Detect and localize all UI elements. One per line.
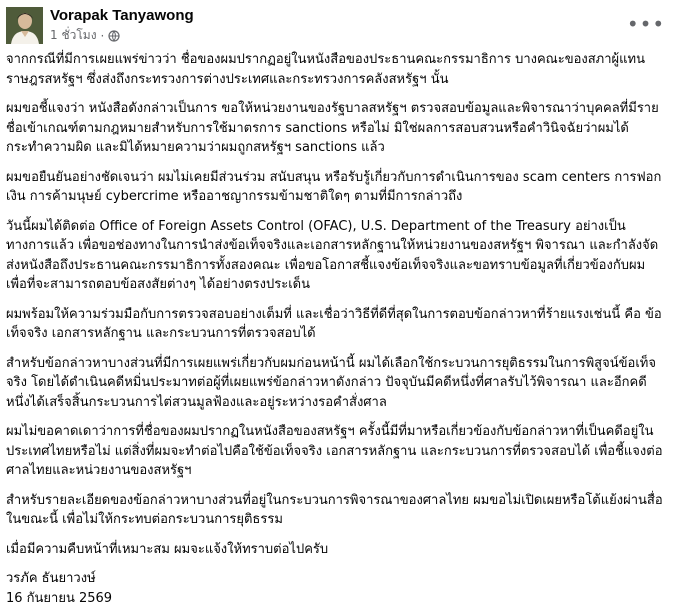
post-paragraph: สำหรับรายละเอียดของข้อกล่าวหาบางส่วนที่อยู่ในกระบวนการพิจารณาของศาลไทย ผมขอไม่เปิดเผยหรือโต้แย้งผ่านสื่อในขณะนี้ เพื่อไม่ให้กระทบต่อกระบวนการยุติธรรม — [6, 491, 666, 530]
post-paragraph: ผมขอชี้แจงว่า หนังสือดังกล่าวเป็นการ ขอให้หน่วยงานของรัฐบาลสหรัฐฯ ตรวจสอบข้อมูลและพิจารณาว่าบุคคลที่มีรายชื่อเข้าเกณฑ์ตามกฎหมายสำหรับการใช้มาตรการ sanctions หรือไม่ มิใช่ผลการสอบสวนหรือคำวินิจฉัยว่าผมได้กระทำความผิด และมิได้หมายความว่าผมถูกสหรัฐฯ sanctions แล้ว — [6, 99, 666, 158]
post-time[interactable]: 1 ชั่วโมง — [50, 26, 97, 45]
avatar-image — [6, 7, 43, 44]
post-body — [6, 50, 666, 608]
author-name[interactable]: Vorapak Tanyawong — [50, 7, 194, 24]
post-paragraph: สำหรับข้อกล่าวหาบางส่วนที่มีการเผยแพร่เกี่ยวกับผมก่อนหน้านี้ ผมได้เลือกใช้กระบวนการยุติธรรมในการพิสูจน์ข้อเท็จจริง โดยได้ดำเนินคดีหมิ่นประมาทต่อผู้ที่เผยแพร่ข้อกล่าวหาดังกล่าว ปัจจุบันมีคดีหนึ่งที่ศาลรับไว้พิจารณา และอีกคดีหนึ่งได้เสร็จสิ้นกระบวนการไต่สวนมูลฟ้องและอยู่ระหว่างรอคำสั่งศาล — [6, 354, 666, 413]
avatar[interactable] — [6, 7, 43, 44]
post-paragraph: ผมขอยืนยันอย่างชัดเจนว่า ผมไม่เคยมีส่วนร่วม สนับสนุน หรือรับรู้เกี่ยวกับการดำเนินการของ scam centers การฟอกเงิน การค้ามนุษย์ cybercrime หรืออาชญากรรมข้ามชาติใดๆ ตามที่มีการกล่าวถึง — [6, 168, 666, 207]
post-paragraph: จากกรณีที่มีการเผยแพร่ข่าวว่า ชื่อของผมปรากฏอยู่ในหนังสือของประธานคณะกรรมาธิการ บางคณะของสภาผู้แทนราษฎรสหรัฐฯ ซึ่งส่งถึงกระทรวงการต่างประเทศและกระทรวงการคลังสหรัฐฯ นั้น — [6, 50, 666, 89]
meta-separator: · — [101, 29, 105, 43]
signature-date: 16 กันยายน 2569 — [6, 589, 666, 608]
post-paragraph: ผมพร้อมให้ความร่วมมือกับการตรวจสอบอย่างเต็มที่ และเชื่อว่าวิธีที่ดีที่สุดในการตอบข้อกล่าวหาที่ร้ายแรงเช่นนี้ คือ ข้อเท็จจริง เอกสารหลักฐาน และกระบวนการที่ตรวจสอบได้ — [6, 305, 666, 344]
more-options-button[interactable] — [628, 6, 664, 42]
more-icon: ••• — [627, 12, 665, 36]
post-paragraph: ผมไม่ขอคาดเดาว่าการที่ชื่อของผมปรากฏในหนังสือของสหรัฐฯ ครั้งนี้มีที่มาหรือเกี่ยวข้องกับข้อกล่าวหาที่เป็นคดีอยู่ในประเทศไทยหรือไม่ แต่สิ่งที่ผมจะทำต่อไปคือใช้ข้อเท็จจริง เอกสารหลักฐาน และกระบวนการที่ตรวจสอบได้ เพื่อชี้แจงต่อศาลไทยและหน่วยงานของสหรัฐฯ — [6, 422, 666, 481]
post-paragraph: เมื่อมีความคืบหน้าที่เหมาะสม ผมจะแจ้งให้ทราบต่อไปครับ — [6, 540, 666, 560]
post-paragraph: วันนี้ผมได้ติดต่อ Office of Foreign Assets Control (OFAC), U.S. Department of the Treasury อย่างเป็นทางการแล้ว เพื่อขอช่องทางในการนำส่งข้อเท็จจริงและเอกสารหลักฐานให้หน่วยงานของสหรัฐฯ พิจารณา และกำลังจัดส่งหนังสือถึงประธานคณะกรรมาธิการทั้งสองคณะ เพื่อขอโอกาสชี้แจงข้อเท็จจริงและขอทราบข้อมูลที่เกี่ยวข้องกับผม เพื่อที่จะสามารถตอบข้อสงสัยต่างๆ ได้อย่างตรงประเด็น — [6, 217, 666, 295]
globe-icon[interactable] — [108, 30, 120, 42]
post-header — [0, 0, 674, 50]
signature-name: วรภัค ธันยาวงษ์ — [6, 569, 666, 589]
post-meta — [50, 26, 120, 45]
